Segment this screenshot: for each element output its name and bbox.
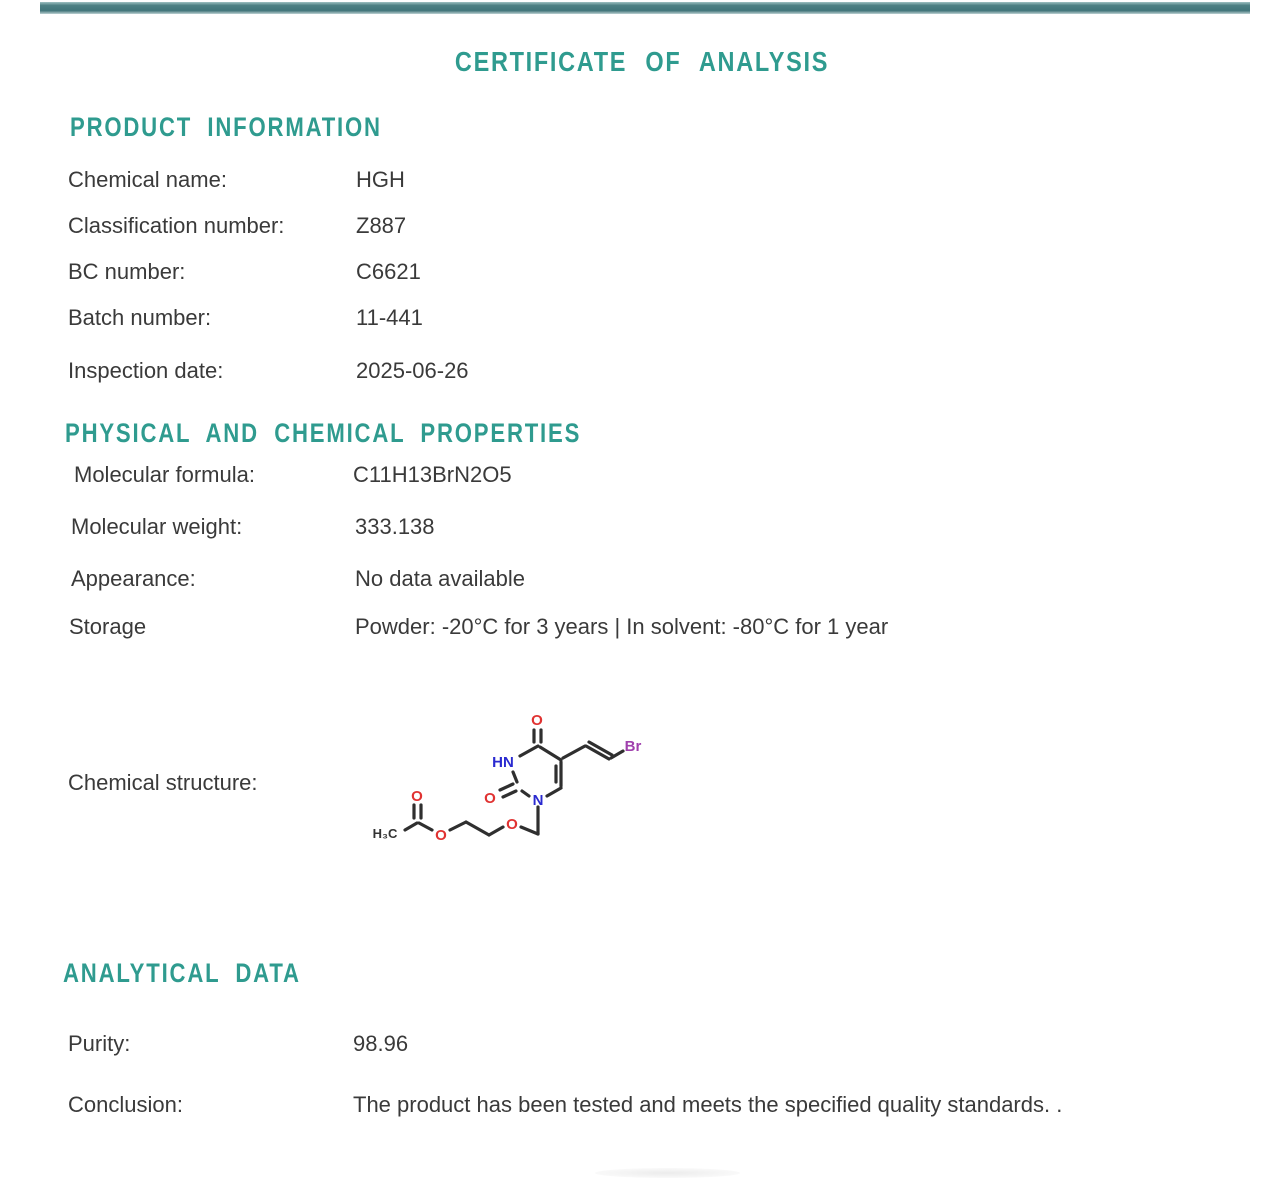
- field-label: Molecular weight:: [71, 514, 243, 539]
- field-value: Powder: -20°C for 3 years | In solvent: -80°C for 1 year: [355, 614, 889, 639]
- field-row-batch-number: [0, 303, 1284, 333]
- field-label: Conclusion:: [68, 1092, 183, 1117]
- field-label: Purity:: [68, 1031, 131, 1056]
- field-row-inspection-date: [0, 356, 1284, 386]
- field-value: C11H13BrN2O5: [353, 462, 512, 487]
- field-value: 333.138: [355, 514, 435, 539]
- section-heading-physical-chemical-properties: PHYSICAL AND CHEMICAL PROPERTIES: [65, 418, 582, 448]
- field-label: Inspection date:: [68, 358, 224, 383]
- field-value: 11-441: [356, 305, 423, 330]
- field-value: The product has been tested and meets the specified quality standards. .: [353, 1092, 1063, 1117]
- atom-label-oxygen: O: [411, 788, 423, 805]
- field-value: Z887: [356, 213, 407, 238]
- field-label: Batch number:: [68, 305, 212, 330]
- field-label: Chemical name:: [68, 167, 227, 192]
- top-accent-bar: [40, 2, 1250, 14]
- field-value: HGH: [356, 167, 405, 192]
- field-row-storage: [0, 612, 1284, 642]
- field-label: Appearance:: [71, 566, 196, 591]
- atom-label-oxygen: O: [531, 712, 543, 729]
- field-label: Chemical structure:: [68, 770, 258, 795]
- section-heading-product-information: PRODUCT INFORMATION: [70, 112, 382, 142]
- document-title: CERTIFICATE OF ANALYSIS: [454, 46, 830, 77]
- field-value: 98.96: [353, 1031, 409, 1056]
- field-row-conclusion: [0, 1090, 1284, 1120]
- atom-label-nh: HN: [492, 754, 514, 771]
- atom-label-oxygen: O: [435, 827, 447, 844]
- field-row-molecular-weight: [0, 512, 1284, 542]
- cutoff-stamp-fragment: [595, 1168, 740, 1178]
- field-value: No data available: [355, 566, 526, 591]
- field-label: Classification number:: [68, 213, 285, 238]
- field-value: C6621: [356, 259, 421, 284]
- atom-label-n: N: [532, 792, 544, 809]
- atom-label-methyl: H₃C: [372, 826, 398, 841]
- field-label: BC number:: [68, 259, 186, 284]
- field-row-appearance: [0, 564, 1284, 594]
- field-label: Molecular formula:: [74, 462, 255, 487]
- atom-label-br: Br: [624, 738, 642, 755]
- atom-label-oxygen: O: [506, 816, 518, 833]
- chemical-structure-diagram: [353, 692, 663, 872]
- field-row-molecular-formula: [0, 460, 1284, 490]
- field-row-bc-number: [0, 257, 1284, 287]
- field-row-purity: [0, 1029, 1284, 1059]
- field-row-chemical-name: [0, 165, 1284, 195]
- field-row-classification-number: [0, 211, 1284, 241]
- field-value: 2025-06-26: [356, 358, 469, 383]
- section-heading-analytical-data: ANALYTICAL DATA: [63, 958, 301, 988]
- field-label: Storage: [69, 614, 147, 639]
- atom-label-oxygen: O: [484, 790, 496, 807]
